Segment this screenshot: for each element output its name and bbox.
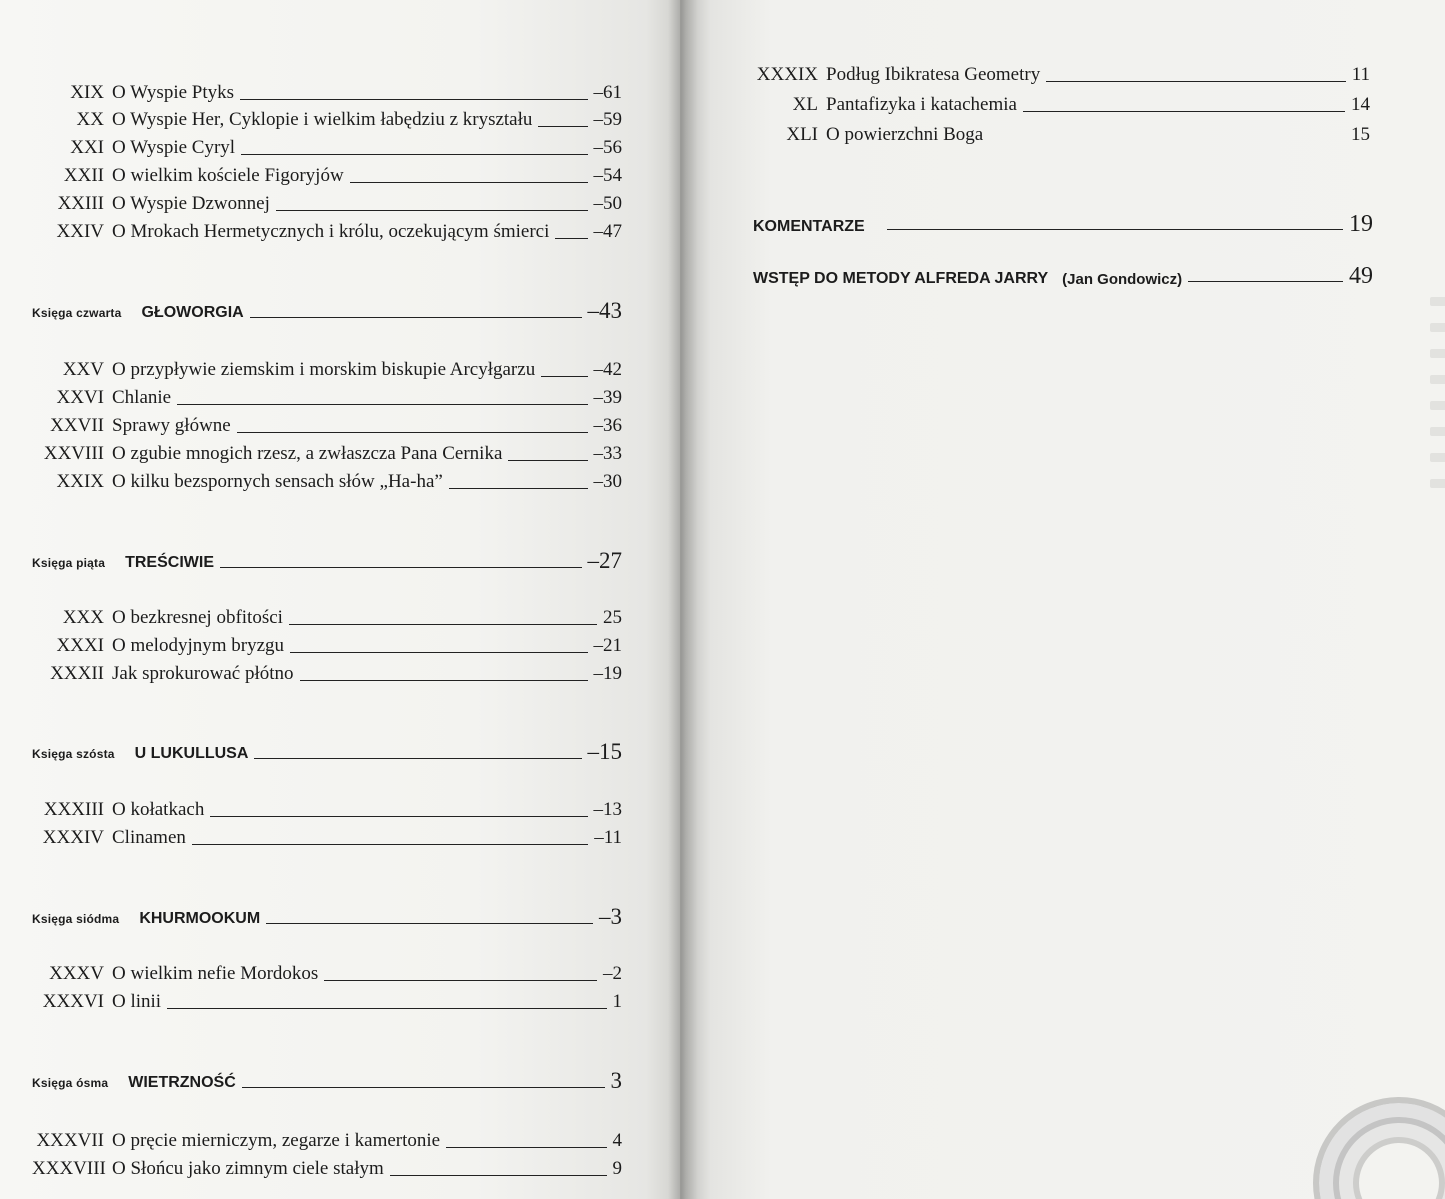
- dot-leader: [1188, 281, 1343, 282]
- entry-number: XXXVIII: [32, 1158, 106, 1179]
- entry-number: XXXIX: [756, 64, 818, 85]
- entry-page: –21: [593, 635, 622, 656]
- toc-entry: [40, 983, 622, 1013]
- book-page: –3: [599, 904, 622, 929]
- toc-entry: [40, 351, 622, 381]
- book-page: –27: [587, 548, 622, 573]
- entry-title: Pantafizyka i katachemia: [826, 94, 1017, 115]
- entry-page: 15: [1351, 124, 1370, 145]
- section-heading-komentarze: [753, 204, 1373, 238]
- book-title: KHURMOOKUM: [139, 910, 261, 927]
- corner-decoration: [1313, 1097, 1445, 1199]
- toc-entry: [740, 86, 1370, 116]
- dot-leader: [538, 126, 587, 127]
- book-title: U LUKULLUSA: [134, 745, 249, 762]
- entry-page: –54: [593, 165, 622, 186]
- toc-entry: [40, 407, 622, 437]
- toc-entry: [40, 599, 622, 629]
- toc-entry: [32, 1122, 622, 1152]
- toc-entry: [40, 435, 622, 465]
- entry-number: XXVIII: [43, 443, 104, 464]
- entry-title: O powierzchni Boga: [826, 124, 984, 145]
- entry-number: XLI: [786, 124, 818, 145]
- entry-number: XXXIII: [43, 799, 104, 820]
- entry-page: –61: [593, 82, 622, 103]
- entry-number: XXXVII: [36, 1130, 104, 1151]
- entry-title: O bezkresnej obfitości: [112, 607, 283, 628]
- dot-leader: [350, 182, 588, 183]
- dot-leader: [250, 317, 582, 318]
- toc-entry: [40, 463, 622, 493]
- entry-title: O melodyjnym bryzgu: [112, 635, 285, 656]
- entry-number: XXVII: [50, 415, 104, 436]
- entry-page: –19: [593, 663, 622, 684]
- book-heading: [32, 1060, 622, 1094]
- entry-number: XXXI: [56, 635, 104, 656]
- dot-leader: [254, 758, 581, 759]
- entry-page: 4: [612, 1130, 622, 1151]
- toc-entry: [32, 1150, 622, 1180]
- right-page: [680, 0, 1445, 1199]
- dot-leader: [241, 154, 587, 155]
- entry-page: –47: [593, 221, 622, 242]
- dot-leader: [300, 680, 588, 681]
- entry-title: O Wyspie Ptyks: [112, 82, 235, 103]
- section-author: (Jan Gondowicz): [1062, 271, 1183, 288]
- entry-page: –50: [593, 193, 622, 214]
- toc-entry: [40, 379, 622, 409]
- dot-leader: [290, 652, 587, 653]
- entry-page: –2: [603, 963, 622, 984]
- dot-leader: [167, 1008, 606, 1009]
- dot-leader: [266, 923, 593, 924]
- entry-number: XXIII: [57, 193, 104, 214]
- dot-leader: [240, 99, 587, 100]
- entry-page: –56: [593, 137, 622, 158]
- entry-title: Clinamen: [112, 827, 186, 848]
- toc-entry: [40, 185, 622, 215]
- entry-title: O Wyspie Her, Cyklopie i wielkim łabędziu z kryształu: [112, 109, 533, 130]
- entry-page: 25: [603, 607, 622, 628]
- entry-title: Podług Ibikratesa Geometry: [826, 64, 1041, 85]
- dot-leader: [390, 1175, 607, 1176]
- entry-title: Jak sprokurować płótno: [112, 663, 294, 684]
- dot-leader: [555, 238, 587, 239]
- entry-title: O przypływie ziemskim i morskim biskupie Arcyłgarzu: [112, 359, 536, 380]
- book-heading: [32, 731, 622, 765]
- entry-title: Chlanie: [112, 387, 172, 408]
- entry-number: XXII: [63, 165, 104, 186]
- entry-title: O kołatkach: [112, 799, 205, 820]
- entry-title: O pręcie mierniczym, zegarze i kamertonie: [112, 1130, 441, 1151]
- entry-page: 11: [1351, 64, 1370, 85]
- toc-entry: [40, 74, 622, 104]
- dot-leader: [446, 1147, 606, 1148]
- book-page: –15: [587, 739, 622, 764]
- toc-entry: [40, 655, 622, 685]
- entry-number: XXV: [62, 359, 104, 380]
- toc-entry: [40, 129, 622, 159]
- entry-title: O linii: [112, 991, 162, 1012]
- entry-page: 1: [612, 991, 622, 1012]
- toc-entry: [740, 116, 1370, 146]
- entry-title: Sprawy główne: [112, 415, 231, 436]
- book-page: –43: [587, 298, 622, 323]
- entry-page: –11: [594, 827, 622, 848]
- dot-leader: [237, 432, 588, 433]
- entry-title: O kilku bezspornych sensach słów „Ha-ha”: [112, 471, 443, 492]
- book-label: Księga szósta: [32, 747, 115, 761]
- entry-number: XXX: [62, 607, 104, 628]
- entry-title: O Wyspie Cyryl: [112, 137, 236, 158]
- section-heading-wstep: [753, 256, 1373, 290]
- entry-page: –59: [593, 109, 622, 130]
- section-title: KOMENTARZE: [753, 218, 865, 235]
- entry-number: XXIV: [56, 221, 104, 242]
- entry-page: –13: [593, 799, 622, 820]
- entry-page: –36: [593, 415, 622, 436]
- toc-entry: [40, 101, 622, 131]
- book-heading: [32, 540, 622, 574]
- entry-page: 14: [1351, 94, 1370, 115]
- book-heading: [32, 290, 622, 324]
- toc-entry: [40, 157, 622, 187]
- toc-entry: [40, 955, 622, 985]
- left-page: [0, 0, 680, 1199]
- book-label: Księga ósma: [32, 1076, 109, 1090]
- book-title: GŁOWORGIA: [141, 304, 244, 321]
- entry-number: XX: [76, 109, 104, 130]
- book-heading: [32, 896, 622, 930]
- book-label: Księga czwarta: [32, 306, 122, 320]
- entry-number: XXVI: [56, 387, 104, 408]
- entry-title: O wielkim kościele Figoryjów: [112, 165, 344, 186]
- entry-title: O Słońcu jako zimnym ciele stałym: [112, 1158, 384, 1179]
- entry-page: 9: [612, 1158, 622, 1179]
- entry-number: XL: [792, 94, 818, 115]
- book-title: TREŚCIWIE: [125, 554, 214, 571]
- dot-leader: [324, 980, 597, 981]
- dot-leader: [192, 844, 588, 845]
- entry-number: XXXVI: [42, 991, 104, 1012]
- entry-title: O Wyspie Dzwonnej: [112, 193, 270, 214]
- dot-leader: [508, 460, 587, 461]
- dot-leader: [541, 376, 587, 377]
- dot-leader: [887, 229, 1343, 230]
- entry-number: XXI: [70, 137, 104, 158]
- toc-entry: [40, 819, 622, 849]
- entry-title: O Mrokach Hermetycznych i królu, oczekującym śmierci: [112, 221, 550, 242]
- book-gutter: [668, 0, 698, 1199]
- book-title: WIETRZNOŚĆ: [128, 1074, 236, 1091]
- book-page: 3: [610, 1068, 622, 1093]
- entry-number: XIX: [70, 82, 104, 103]
- toc-entry: [40, 213, 622, 243]
- dot-leader: [449, 488, 588, 489]
- entry-number: XXXV: [49, 963, 104, 984]
- dot-leader: [210, 816, 587, 817]
- dot-leader: [989, 141, 1345, 142]
- dot-leader: [1046, 81, 1345, 82]
- toc-entry: [740, 56, 1370, 86]
- toc-entry: [40, 627, 622, 657]
- dot-leader: [289, 624, 597, 625]
- section-page: 19: [1349, 211, 1373, 237]
- entry-page: –30: [593, 471, 622, 492]
- entry-title: O wielkim nefie Mordokos: [112, 963, 319, 984]
- toc-entry: [40, 791, 622, 821]
- entry-page: –33: [593, 443, 622, 464]
- dot-leader: [220, 567, 582, 568]
- bleed-through-text: [1430, 280, 1445, 1180]
- dot-leader: [1023, 111, 1345, 112]
- dot-leader: [177, 404, 587, 405]
- entry-page: –42: [593, 359, 622, 380]
- dot-leader: [276, 210, 588, 211]
- entry-number: XXIX: [56, 471, 104, 492]
- entry-page: –39: [593, 387, 622, 408]
- book-label: Księga siódma: [32, 912, 120, 926]
- dot-leader: [242, 1087, 605, 1088]
- book-label: Księga piąta: [32, 556, 106, 570]
- section-title: WSTĘP DO METODY ALFREDA JARRY: [753, 270, 1049, 287]
- section-page: 49: [1349, 263, 1373, 289]
- entry-title: O zgubie mnogich rzesz, a zwłaszcza Pana Cernika: [112, 443, 503, 464]
- entry-number: XXXII: [50, 663, 104, 684]
- entry-number: XXXIV: [42, 827, 104, 848]
